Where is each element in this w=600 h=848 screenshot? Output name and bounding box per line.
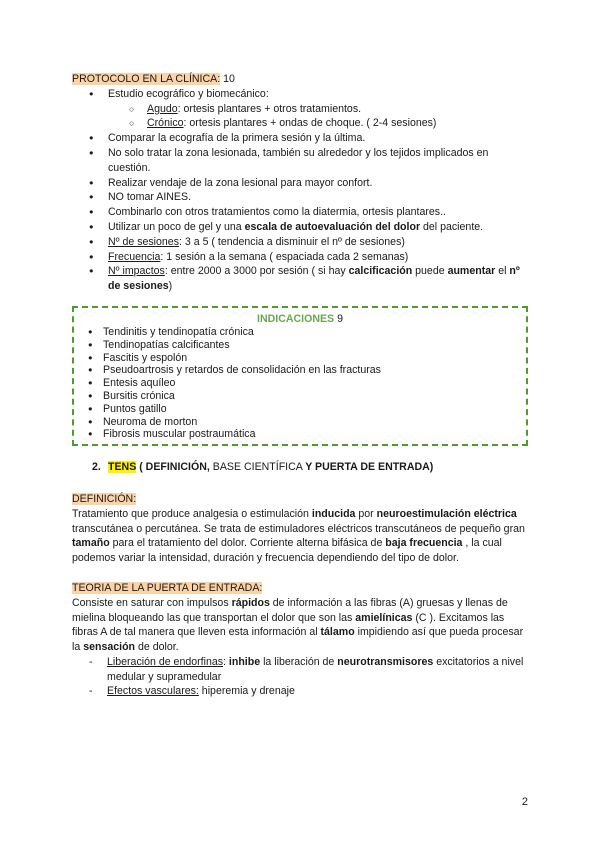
list-item: ● No solo tratar la zona lesionada, también su alrededor y los tejidos implicados en cuestión. — [72, 146, 528, 176]
indicaciones-list — [80, 326, 520, 441]
teoria-list — [72, 655, 528, 699]
definicion-heading: DEFINICIÓN: — [72, 492, 137, 505]
list-item: ● Nº impactos: entre 2000 a 3000 por sesión ( si hay calcificación puede aumentar el nº de sesiones) — [72, 264, 528, 294]
list-item: ● Bursitis crónica — [80, 390, 520, 403]
list-item: ○ Crónico: ortesis plantares + ondas de choque. ( 2-4 sesiones) — [72, 116, 528, 131]
list-item: ○ Agudo: ortesis plantares + otros tratamientos. — [72, 102, 528, 117]
list-item: ● Utilizar un poco de gel y una escala de autoevaluación del dolor del paciente. — [72, 220, 528, 235]
teoria-heading-line — [72, 581, 528, 596]
list-item: - Liberación de endorfinas: inhibe la liberación de neurotransmisores excitatorios a nivel medular y supramedular — [72, 655, 528, 685]
section-2-heading: 2. TENS ( DEFINICIÓN, BASE CIENTÍFICA Y PUERTA DE ENTRADA) — [92, 461, 434, 474]
indicaciones-ref: 9 — [337, 312, 343, 325]
teoria-heading: TEORIA DE LA PUERTA DE ENTRADA: — [72, 581, 263, 594]
list-item: ● Estudio ecográfico y biomecánico: — [72, 87, 528, 102]
list-item: ● Comparar la ecografía de la primera sesión y la última. — [72, 131, 528, 146]
list-item: ● NO tomar AINES. — [72, 190, 528, 205]
list-item: ● Puntos gatillo — [80, 403, 520, 416]
list-item: - Efectos vasculares: hiperemia y drenaje — [72, 684, 528, 699]
list-item: ● Tendinopatías calcificantes — [80, 339, 520, 352]
list-item: ● Fibrosis muscular postraumática — [80, 428, 520, 441]
definicion-paragraph: Tratamiento que produce analgesia o estimulación inducida por neuroestimulación eléctrica transcutánea o percutánea. Se trata de estimuladores eléctricos transcutáneos de pequeño gran tamaño para el tratamiento del dolor. Corriente alterna bifásica de baja frecuencia , la cual podemos variar la intensidad, duración y frecuencia dependiendo del tipo de dolor. — [72, 507, 525, 565]
list-item: ● Frecuencia: 1 sesión a la semana ( espaciada cada 2 semanas) — [72, 250, 528, 265]
indicaciones-box — [72, 306, 528, 446]
document-page — [72, 72, 528, 699]
list-item: ● Fascitis y espolón — [80, 352, 520, 365]
indicaciones-title-line — [80, 312, 520, 326]
list-item: ● Nº de sesiones: 3 a 5 ( tendencia a disminuir el nº de sesiones) — [72, 235, 528, 250]
list-item: ● Neuroma de morton — [80, 416, 520, 429]
protocolo-heading-line — [72, 72, 528, 87]
list-item: ● Tendinitis y tendinopatía crónica — [80, 326, 520, 339]
protocolo-list — [72, 87, 528, 294]
protocolo-heading: PROTOCOLO EN LA CLÍNICA: — [72, 73, 221, 85]
list-item: ● Realizar vendaje de la zona lesional para mayor confort. — [72, 176, 528, 191]
protocolo-ref: 10 — [223, 73, 235, 85]
page-number: 2 — [521, 796, 528, 808]
list-item: ● Pseudoartrosis y retardos de consolidación en las fracturas — [80, 364, 520, 377]
list-item: ● Combinarlo con otros tratamientos como la diatermia, ortesis plantares.. — [72, 205, 528, 220]
indicaciones-title: INDICACIONES — [257, 312, 335, 325]
definicion-heading-line — [72, 492, 528, 507]
teoria-paragraph: Consiste en saturar con impulsos rápidos de información a las fibras (A) gruesas y llenas de mielina bloqueando las que transportan el dolor que son las amielínicas (C ). Excitamos las fibras A de tal manera que lleven esta información al tálamo impidiendo así que pueda procesar la sensación de dolor. — [72, 596, 524, 654]
list-item: ● Entesis aquíleo — [80, 377, 520, 390]
